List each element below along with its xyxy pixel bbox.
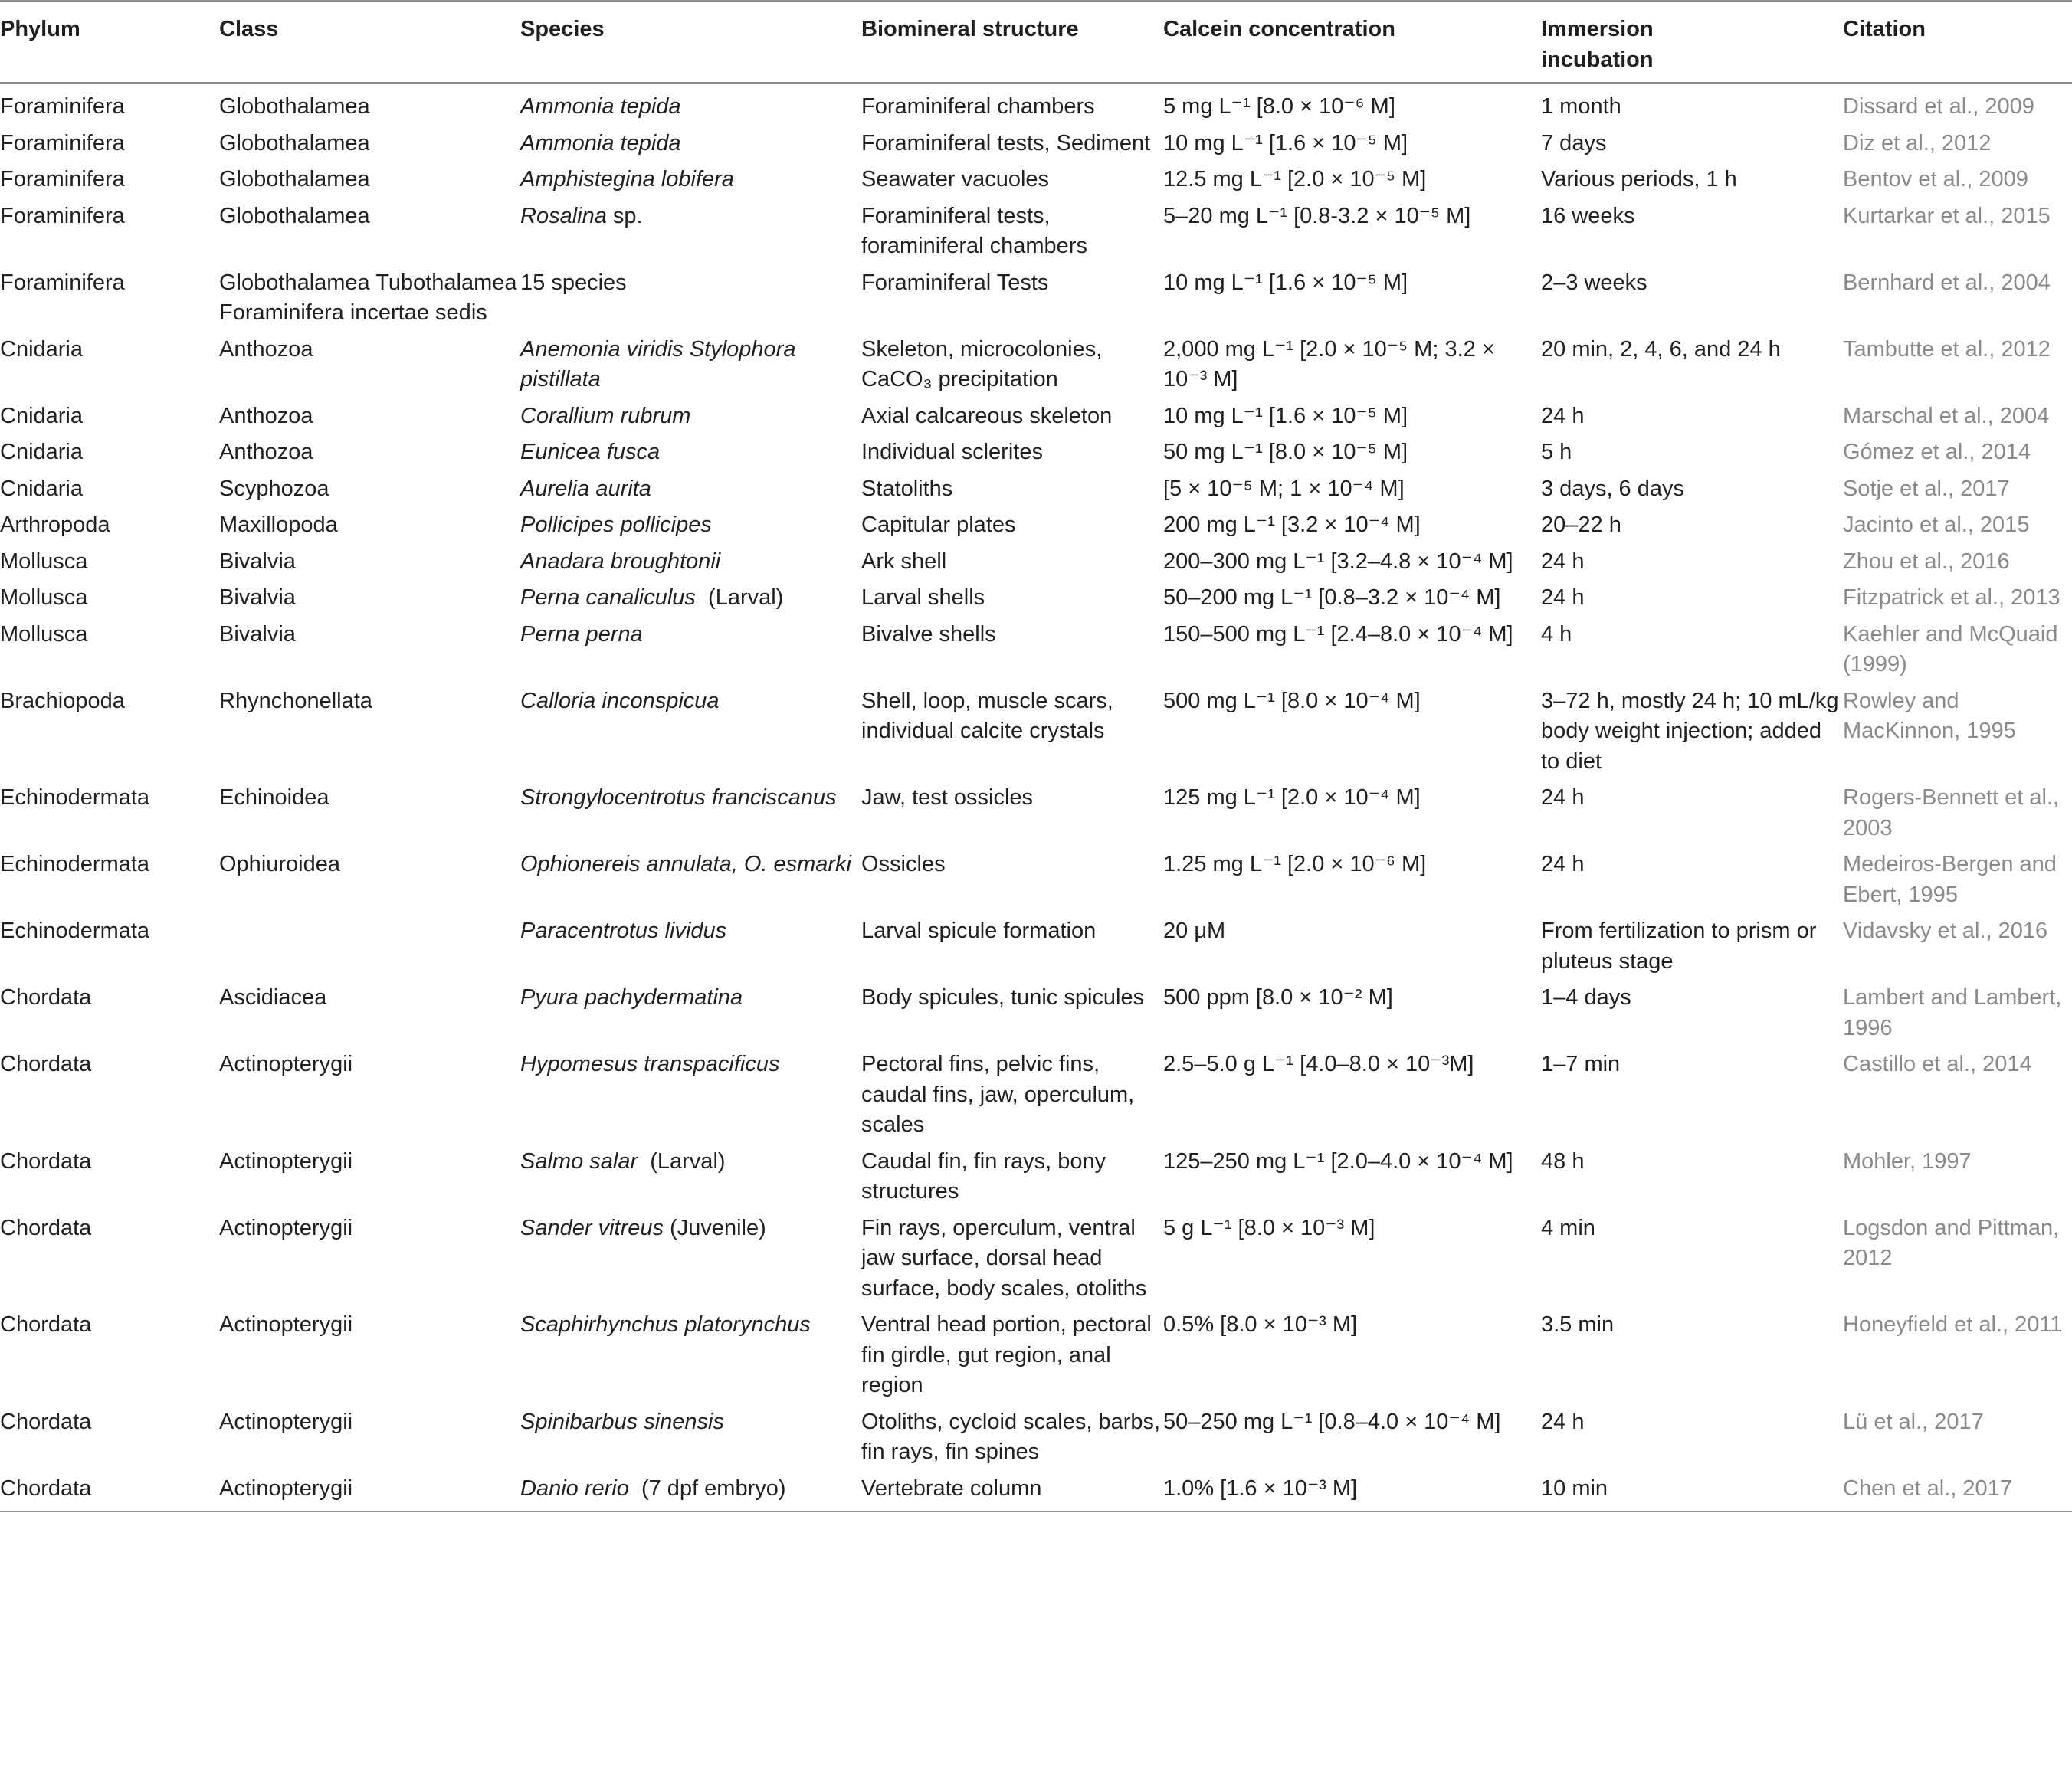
cell-immersion-incubation: 24 h bbox=[1541, 785, 1585, 810]
cell-citation: Lü et al., 2017 bbox=[1843, 1409, 1984, 1434]
species-name: Perna canaliculus bbox=[520, 585, 696, 610]
header-calcein-concentration: Calcein concentration bbox=[1163, 1, 1541, 83]
header-citation: Citation bbox=[1843, 1, 2072, 83]
cell-biomineral-structure: Caudal fin, fin rays, bony structures bbox=[861, 1148, 1106, 1204]
cell-calcein-concentration: 500 mg L⁻¹ [8.0 × 10⁻⁴ M] bbox=[1163, 688, 1421, 713]
cell-calcein-concentration: 125 mg L⁻¹ [2.0 × 10⁻⁴ M] bbox=[1163, 785, 1421, 810]
cell-citation: Kaehler and McQuaid (1999) bbox=[1843, 621, 2058, 676]
cell-class: Anthozoa bbox=[219, 403, 313, 428]
cell-biomineral-structure: Bivalve shells bbox=[861, 621, 996, 647]
cell-phylum: Echinodermata bbox=[0, 919, 150, 943]
cell-phylum: Arthropoda bbox=[0, 513, 110, 537]
cell-class: Echinoidea bbox=[219, 785, 329, 810]
species-name: Aurelia aurita bbox=[520, 476, 651, 501]
cell-class: Actinopterygii bbox=[219, 1215, 353, 1240]
cell-biomineral-structure: Foraminiferal tests, Sediment bbox=[861, 130, 1151, 156]
cell-citation: Lambert and Lambert, 1996 bbox=[1843, 985, 2062, 1040]
cell-immersion-incubation: 24 h bbox=[1541, 852, 1585, 876]
cell-immersion-incubation: 1–7 min bbox=[1541, 1052, 1621, 1076]
table-row bbox=[0, 544, 2072, 581]
cell-citation: Fitzpatrick et al., 2013 bbox=[1843, 585, 2061, 610]
cell-calcein-concentration: 125–250 mg L⁻¹ [2.0–4.0 × 10⁻⁴ M] bbox=[1163, 1148, 1513, 1174]
cell-class: Maxillopoda bbox=[219, 513, 338, 537]
cell-species bbox=[520, 980, 861, 1046]
cell-immersion-incubation: 10 min bbox=[1541, 1471, 1843, 1512]
cell-species bbox=[520, 913, 861, 980]
cell-phylum: Foraminifera bbox=[0, 270, 125, 295]
cell-species bbox=[520, 580, 861, 617]
cell-citation: Honeyfield et al., 2011 bbox=[1843, 1312, 2063, 1337]
cell-immersion-incubation: 3.5 min bbox=[1541, 1312, 1615, 1337]
species-name: Eunicea fusca bbox=[520, 440, 661, 464]
cell-biomineral-structure: Jaw, test ossicles bbox=[861, 785, 1034, 810]
table-row bbox=[0, 162, 2072, 198]
table-row bbox=[0, 126, 2072, 162]
cell-biomineral-structure: Foraminiferal chambers bbox=[861, 94, 1095, 119]
cell-species bbox=[520, 126, 861, 162]
table-row bbox=[0, 1471, 2072, 1512]
cell-citation: Marschal et al., 2004 bbox=[1843, 403, 2050, 428]
table-row bbox=[0, 1210, 2072, 1308]
cell-biomineral-structure: Body spicules, tunic spicules bbox=[861, 985, 1145, 1010]
cell-citation: Medeiros-Bergen and Ebert, 1995 bbox=[1843, 852, 2057, 907]
species-note: (7 dpf embryo) bbox=[628, 1475, 786, 1501]
cell-immersion-incubation: 24 h bbox=[1541, 585, 1585, 610]
table-row bbox=[0, 507, 2072, 544]
species-name: Rosalina bbox=[520, 203, 607, 228]
cell-biomineral-structure: Vertebrate column bbox=[861, 1471, 1163, 1512]
cell-citation: Dissard et al., 2009 bbox=[1843, 94, 2034, 119]
cell-calcein-concentration: 150–500 mg L⁻¹ [2.4–8.0 × 10⁻⁴ M] bbox=[1163, 621, 1513, 647]
cell-class: Bivalvia bbox=[219, 549, 296, 574]
table-row bbox=[0, 980, 2072, 1046]
cell-immersion-incubation: 24 h bbox=[1541, 403, 1585, 428]
species-name: Calloria inconspicua bbox=[520, 688, 720, 713]
cell-species bbox=[520, 780, 861, 847]
table-row bbox=[0, 1046, 2072, 1144]
cell-phylum: Cnidaria bbox=[0, 440, 83, 464]
cell-citation: Diz et al., 2012 bbox=[1843, 130, 1992, 156]
cell-immersion-incubation: 3 days, 6 days bbox=[1541, 476, 1684, 501]
cell-immersion-incubation: 4 min bbox=[1541, 1215, 1595, 1240]
cell-citation: Kurtarkar et al., 2015 bbox=[1843, 203, 2051, 228]
table-row bbox=[0, 1144, 2072, 1210]
cell-species bbox=[520, 434, 861, 471]
table-header-row bbox=[0, 1, 2072, 83]
cell-species bbox=[520, 1144, 861, 1210]
species-name: Ophionereis annulata, O. esmarki bbox=[520, 852, 851, 876]
species-note: (Larval) bbox=[638, 1148, 726, 1174]
cell-biomineral-structure: Skeleton, microcolonies, CaCO₃ precipitation bbox=[861, 336, 1103, 391]
cell-phylum: Mollusca bbox=[0, 585, 88, 610]
cell-species bbox=[520, 1046, 861, 1144]
cell-species bbox=[520, 683, 861, 781]
species-name: Amphistegina lobifera bbox=[520, 167, 734, 192]
species-note: (Juvenile) bbox=[664, 1215, 766, 1240]
cell-immersion-incubation: 24 h bbox=[1541, 549, 1585, 574]
cell-class: Actinopterygii bbox=[219, 1409, 353, 1434]
cell-phylum: Chordata bbox=[0, 1148, 92, 1174]
cell-immersion-incubation: 20 min, 2, 4, 6, and 24 h bbox=[1541, 336, 1781, 362]
cell-biomineral-structure: Ventral head portion, pectoral fin girdle, gut region, anal region bbox=[861, 1312, 1152, 1397]
cell-calcein-concentration: 10 mg L⁻¹ [1.6 × 10⁻⁵ M] bbox=[1163, 270, 1408, 295]
cell-class: Bivalvia bbox=[219, 585, 296, 610]
cell-phylum: Chordata bbox=[0, 1312, 92, 1337]
table-row bbox=[0, 471, 2072, 508]
cell-species bbox=[520, 1471, 861, 1512]
cell-class bbox=[219, 913, 520, 980]
table-row bbox=[0, 265, 2072, 332]
cell-calcein-concentration: 5–20 mg L⁻¹ [0.8-3.2 × 10⁻⁵ M] bbox=[1163, 203, 1471, 228]
cell-biomineral-structure: Ossicles bbox=[861, 852, 946, 876]
cell-immersion-incubation: Various periods, 1 h bbox=[1541, 167, 1737, 192]
cell-phylum: Brachiopoda bbox=[0, 688, 125, 713]
cell-calcein-concentration: 10 mg L⁻¹ [1.6 × 10⁻⁵ M] bbox=[1163, 403, 1408, 428]
cell-phylum: Echinodermata bbox=[0, 852, 150, 876]
cell-phylum: Cnidaria bbox=[0, 476, 83, 501]
species-name: Pollicipes pollicipes bbox=[520, 513, 712, 537]
cell-class: Globothalamea bbox=[219, 94, 370, 119]
cell-immersion-incubation: 5 h bbox=[1541, 440, 1572, 464]
cell-calcein-concentration: 0.5% [8.0 × 10⁻³ M] bbox=[1163, 1312, 1358, 1337]
cell-calcein-concentration: 5 g L⁻¹ [8.0 × 10⁻³ M] bbox=[1163, 1215, 1375, 1240]
cell-immersion-incubation: 2–3 weeks bbox=[1541, 270, 1647, 295]
cell-biomineral-structure: Fin rays, operculum, ventral jaw surface, dorsal head surface, body scales, otoliths bbox=[861, 1215, 1147, 1301]
cell-citation: Zhou et al., 2016 bbox=[1843, 549, 2010, 574]
cell-species bbox=[520, 471, 861, 508]
cell-citation: Bentov et al., 2009 bbox=[1843, 167, 2028, 192]
cell-phylum: Chordata bbox=[0, 985, 92, 1010]
cell-immersion-incubation: 48 h bbox=[1541, 1148, 1585, 1174]
cell-phylum: Chordata bbox=[0, 1409, 92, 1434]
cell-biomineral-structure: Statoliths bbox=[861, 476, 953, 501]
cell-class: Actinopterygii bbox=[219, 1312, 353, 1337]
cell-phylum: Foraminifera bbox=[0, 203, 125, 228]
cell-calcein-concentration: 200–300 mg L⁻¹ [3.2–4.8 × 10⁻⁴ M] bbox=[1163, 549, 1513, 574]
cell-immersion-incubation: 16 weeks bbox=[1541, 203, 1635, 228]
table-row bbox=[0, 1307, 2072, 1404]
cell-phylum: Foraminifera bbox=[0, 94, 125, 119]
cell-phylum: Cnidaria bbox=[0, 336, 83, 362]
species-name: Strongylocentrotus franciscanus bbox=[520, 785, 837, 810]
cell-citation: Sotje et al., 2017 bbox=[1843, 476, 2010, 501]
cell-immersion-incubation: 4 h bbox=[1541, 621, 1572, 647]
cell-calcein-concentration: [5 × 10⁻⁵ M; 1 × 10⁻⁴ M] bbox=[1163, 476, 1405, 501]
cell-immersion-incubation: 1 month bbox=[1541, 94, 1621, 119]
cell-biomineral-structure: Axial calcareous skeleton bbox=[861, 403, 1113, 428]
cell-class: Actinopterygii bbox=[219, 1471, 520, 1512]
header-immersion-line2: incubation bbox=[1541, 47, 1654, 72]
cell-species bbox=[520, 162, 861, 198]
species-name: Scaphirhynchus platorynchus bbox=[520, 1312, 811, 1337]
species-note: sp. bbox=[606, 203, 643, 228]
table-row bbox=[0, 198, 2072, 265]
cell-immersion-incubation: From fertilization to prism or pluteus stage bbox=[1541, 919, 1817, 974]
cell-class: Globothalamea bbox=[219, 167, 370, 192]
cell-biomineral-structure: Shell, loop, muscle scars, individual calcite crystals bbox=[861, 688, 1113, 743]
header-class: Class bbox=[219, 1, 520, 83]
cell-species bbox=[520, 544, 861, 581]
species-name: Anemonia viridis Stylophora pistillata bbox=[520, 336, 796, 391]
cell-species bbox=[520, 1210, 861, 1308]
cell-citation: Chen et al., 2017 bbox=[1843, 1471, 2072, 1512]
cell-calcein-concentration: 2,000 mg L⁻¹ [2.0 × 10⁻⁵ M; 3.2 × 10⁻³ M] bbox=[1163, 336, 1495, 391]
species-name: Ammonia tepida bbox=[520, 94, 681, 119]
species-name: Sander vitreus bbox=[520, 1215, 664, 1240]
cell-class: Rhynchonellata bbox=[219, 688, 372, 713]
cell-calcein-concentration: 10 mg L⁻¹ [1.6 × 10⁻⁵ M] bbox=[1163, 130, 1408, 156]
cell-biomineral-structure: Larval shells bbox=[861, 585, 985, 610]
table-row bbox=[0, 83, 2072, 126]
header-phylum: Phylum bbox=[0, 1, 219, 83]
species-name: Salmo salar bbox=[520, 1148, 638, 1174]
cell-citation: Mohler, 1997 bbox=[1843, 1148, 1972, 1174]
cell-class: Actinopterygii bbox=[219, 1052, 353, 1076]
cell-immersion-incubation: 20–22 h bbox=[1541, 513, 1621, 537]
cell-citation: Rowley and MacKinnon, 1995 bbox=[1843, 688, 2016, 743]
cell-calcein-concentration: 50–250 mg L⁻¹ [0.8–4.0 × 10⁻⁴ M] bbox=[1163, 1409, 1501, 1434]
cell-class: Ophiuroidea bbox=[219, 852, 340, 876]
cell-biomineral-structure: Larval spicule formation bbox=[861, 919, 1097, 943]
cell-citation: Rogers-Bennett et al., 2003 bbox=[1843, 785, 2060, 840]
cell-phylum: Chordata bbox=[0, 1052, 92, 1076]
cell-phylum: Echinodermata bbox=[0, 785, 150, 810]
cell-calcein-concentration: 200 mg L⁻¹ [3.2 × 10⁻⁴ M] bbox=[1163, 513, 1421, 537]
cell-calcein-concentration: 5 mg L⁻¹ [8.0 × 10⁻⁶ M] bbox=[1163, 94, 1395, 119]
table-row bbox=[0, 332, 2072, 398]
species-name: Pyura pachydermatina bbox=[520, 985, 743, 1010]
cell-class: Ascidiacea bbox=[219, 985, 327, 1010]
species-name: Corallium rubrum bbox=[520, 403, 691, 428]
cell-species bbox=[520, 507, 861, 544]
cell-biomineral-structure: Foraminiferal Tests bbox=[861, 270, 1049, 295]
cell-calcein-concentration: 500 ppm [8.0 × 10⁻² M] bbox=[1163, 985, 1393, 1010]
cell-species bbox=[520, 617, 861, 683]
cell-biomineral-structure: Seawater vacuoles bbox=[861, 167, 1050, 192]
header-species: Species bbox=[520, 1, 861, 83]
cell-species bbox=[520, 847, 861, 913]
cell-calcein-concentration: 1.0% [1.6 × 10⁻³ M] bbox=[1163, 1471, 1541, 1512]
cell-calcein-concentration: 1.25 mg L⁻¹ [2.0 × 10⁻⁶ M] bbox=[1163, 852, 1427, 876]
species-name: Ammonia tepida bbox=[520, 130, 681, 156]
cell-phylum: Chordata bbox=[0, 1215, 92, 1240]
cell-species bbox=[520, 332, 861, 398]
cell-species bbox=[520, 83, 861, 126]
table-row bbox=[0, 434, 2072, 471]
cell-citation: Gómez et al., 2014 bbox=[1843, 440, 2031, 464]
cell-species bbox=[520, 1307, 861, 1404]
table-row bbox=[0, 580, 2072, 617]
cell-biomineral-structure: Capitular plates bbox=[861, 513, 1016, 537]
cell-species bbox=[520, 198, 861, 265]
table-row bbox=[0, 683, 2072, 781]
cell-class: Globothalamea Tubothalamea Foraminifera incertae sedis bbox=[219, 270, 517, 325]
cell-calcein-concentration: 20 μM bbox=[1163, 919, 1226, 943]
cell-species bbox=[520, 398, 861, 435]
header-immersion-incubation bbox=[1541, 1, 1843, 83]
cell-class: Scyphozoa bbox=[219, 476, 329, 501]
species-name: Perna perna bbox=[520, 621, 643, 647]
cell-citation: Castillo et al., 2014 bbox=[1843, 1052, 2032, 1076]
cell-species: 15 species bbox=[520, 270, 627, 295]
species-name: Danio rerio bbox=[520, 1475, 629, 1501]
cell-phylum: Mollusca bbox=[0, 621, 88, 647]
cell-citation: Vidavsky et al., 2016 bbox=[1843, 919, 2048, 943]
cell-phylum: Chordata bbox=[0, 1471, 219, 1512]
cell-citation: Jacinto et al., 2015 bbox=[1843, 513, 2030, 537]
cell-class: Bivalvia bbox=[219, 621, 296, 647]
table-row bbox=[0, 398, 2072, 435]
cell-biomineral-structure: Otoliths, cycloid scales, barbs, fin rays, fin spines bbox=[861, 1409, 1161, 1464]
cell-phylum: Foraminifera bbox=[0, 167, 125, 192]
cell-calcein-concentration: 50 mg L⁻¹ [8.0 × 10⁻⁵ M] bbox=[1163, 440, 1408, 464]
cell-biomineral-structure: Individual sclerites bbox=[861, 440, 1043, 464]
table-row bbox=[0, 913, 2072, 980]
cell-phylum: Mollusca bbox=[0, 549, 88, 574]
species-note: (Larval) bbox=[695, 585, 784, 610]
cell-immersion-incubation: 3–72 h, mostly 24 h; 10 mL/kg body weight injection; added to diet bbox=[1541, 688, 1839, 774]
cell-phylum: Cnidaria bbox=[0, 403, 83, 428]
cell-citation: Tambutte et al., 2012 bbox=[1843, 336, 2051, 362]
species-name: Hypomesus transpacificus bbox=[520, 1052, 780, 1076]
cell-class: Globothalamea bbox=[219, 203, 370, 228]
cell-citation: Bernhard et al., 2004 bbox=[1843, 270, 2051, 295]
table-row bbox=[0, 847, 2072, 913]
cell-class: Actinopterygii bbox=[219, 1148, 353, 1174]
cell-species bbox=[520, 1404, 861, 1471]
species-name: Anadara broughtonii bbox=[520, 549, 721, 574]
cell-immersion-incubation: 24 h bbox=[1541, 1409, 1585, 1434]
species-name: Paracentrotus lividus bbox=[520, 919, 727, 943]
table-row bbox=[0, 780, 2072, 847]
cell-calcein-concentration: 2.5–5.0 g L⁻¹ [4.0–8.0 × 10⁻³M] bbox=[1163, 1052, 1474, 1076]
cell-immersion-incubation: 7 days bbox=[1541, 130, 1607, 156]
cell-class: Anthozoa bbox=[219, 440, 313, 464]
cell-biomineral-structure: Pectoral fins, pelvic fins, caudal fins, jaw, operculum, scales bbox=[861, 1052, 1135, 1137]
cell-class: Globothalamea bbox=[219, 130, 370, 156]
cell-biomineral-structure: Ark shell bbox=[861, 549, 947, 574]
species-name: Spinibarbus sinensis bbox=[520, 1409, 724, 1434]
cell-phylum: Foraminifera bbox=[0, 130, 125, 156]
table-row bbox=[0, 617, 2072, 683]
cell-citation: Logsdon and Pittman, 2012 bbox=[1843, 1215, 2060, 1270]
cell-immersion-incubation: 1–4 days bbox=[1541, 985, 1631, 1010]
header-immersion-line1: Immersion bbox=[1541, 17, 1654, 41]
header-biomineral-structure: Biomineral structure bbox=[861, 1, 1163, 83]
cell-calcein-concentration: 12.5 mg L⁻¹ [2.0 × 10⁻⁵ M] bbox=[1163, 167, 1427, 192]
cell-biomineral-structure: Foraminiferal tests, foraminiferal chambers bbox=[861, 203, 1087, 258]
cell-calcein-concentration: 50–200 mg L⁻¹ [0.8–3.2 × 10⁻⁴ M] bbox=[1163, 585, 1501, 610]
cell-class: Anthozoa bbox=[219, 336, 313, 362]
table-row bbox=[0, 1404, 2072, 1471]
